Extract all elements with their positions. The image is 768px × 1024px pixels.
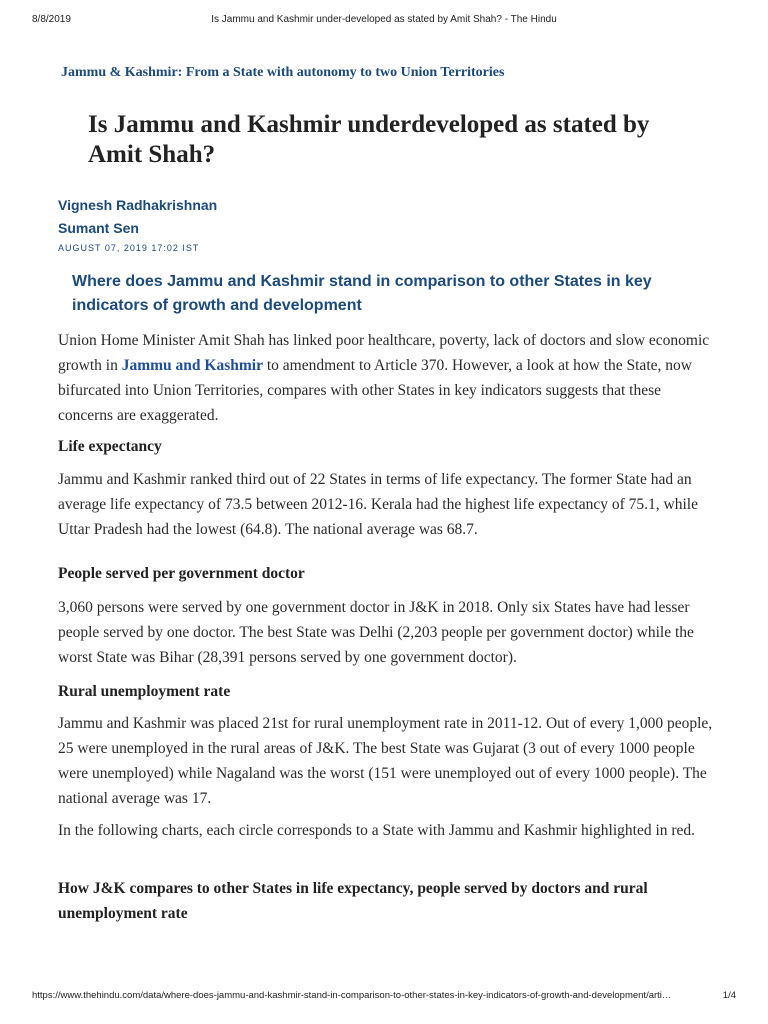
doctor-heading: People served per government doctor	[58, 565, 305, 582]
rural-unemployment-heading: Rural unemployment rate	[58, 683, 231, 700]
doctor-paragraph: 3,060 persons were served by one government doctor in J&K in 2018. Only six States have had lesser people served by one doctor. The best State was Delhi (2,203 people per government doctor) while the worst State was Bihar (28,391 persons served by one government doctor).	[58, 599, 694, 666]
life-expectancy-paragraph: Jammu and Kashmir ranked third out of 22 States in terms of life expectancy. The former State had an average life expectancy of 73.5 between 2012-16. Kerala had the highest life expectancy of 75.1, while Uttar Pradesh had the lowest (64.8). The national average was 68.7.	[58, 471, 698, 538]
page-number: 1/4	[722, 990, 736, 1001]
print-page-title: Is Jammu and Kashmir under-developed as stated by Amit Shah? - The Hindu	[211, 14, 557, 25]
print-footer	[32, 990, 736, 1004]
charts-heading: How J&K compares to other States in life expectancy, people served by doctors and rural unemployment rate	[58, 880, 648, 922]
article-headline: Is Jammu and Kashmir underdeveloped as stated by Amit Shah?	[88, 111, 650, 168]
rural-unemployment-paragraph: Jammu and Kashmir was placed 21st for rural unemployment rate in 2011-12. Out of every 1,000 people, 25 were unemployed in the rural areas of J&K. The best State was Gujarat (3 out of every 1000 people were unemployed) while Nagaland was the worst (151 were unemployed out of every 1000 people). The national average was 17.	[58, 715, 713, 807]
intro-text-before: Union Home Minister Amit Shah has linked poor healthcare, poverty, lack of doctors and slow economic growth in	[58, 332, 710, 374]
author-link[interactable]: Sumant Sen	[58, 220, 139, 236]
section-kicker-link[interactable]: Jammu & Kashmir: From a State with autonomy to two Union Territories	[61, 65, 505, 80]
intro-paragraph	[58, 328, 718, 428]
author-link[interactable]: Vignesh Radhakrishnan	[58, 197, 218, 213]
print-url: https://www.thehindu.com/data/where-does-jammu-and-kashmir-stand-in-comparison-to-other-states-in-key-indicators-of-growth-and-development/arti…	[32, 990, 672, 1001]
print-date: 8/8/2019	[32, 14, 71, 25]
charts-note-paragraph: In the following charts, each circle corresponds to a State with Jammu and Kashmir highlighted in red.	[58, 822, 696, 839]
print-header	[32, 14, 736, 28]
publish-date: AUGUST 07, 2019 17:02 IST	[58, 243, 200, 253]
intro-text-after: to amendment to Article 370. However, a look at how the State, now bifurcated into Union Territories, compares with other States in key indicators suggests that these concerns are exaggerated.	[58, 357, 692, 424]
jammu-kashmir-link[interactable]: Jammu and Kashmir	[121, 357, 263, 374]
article-standfirst: Where does Jammu and Kashmir stand in comparison to other States in key indicators of growth and development	[72, 273, 652, 314]
life-expectancy-heading: Life expectancy	[58, 438, 162, 455]
